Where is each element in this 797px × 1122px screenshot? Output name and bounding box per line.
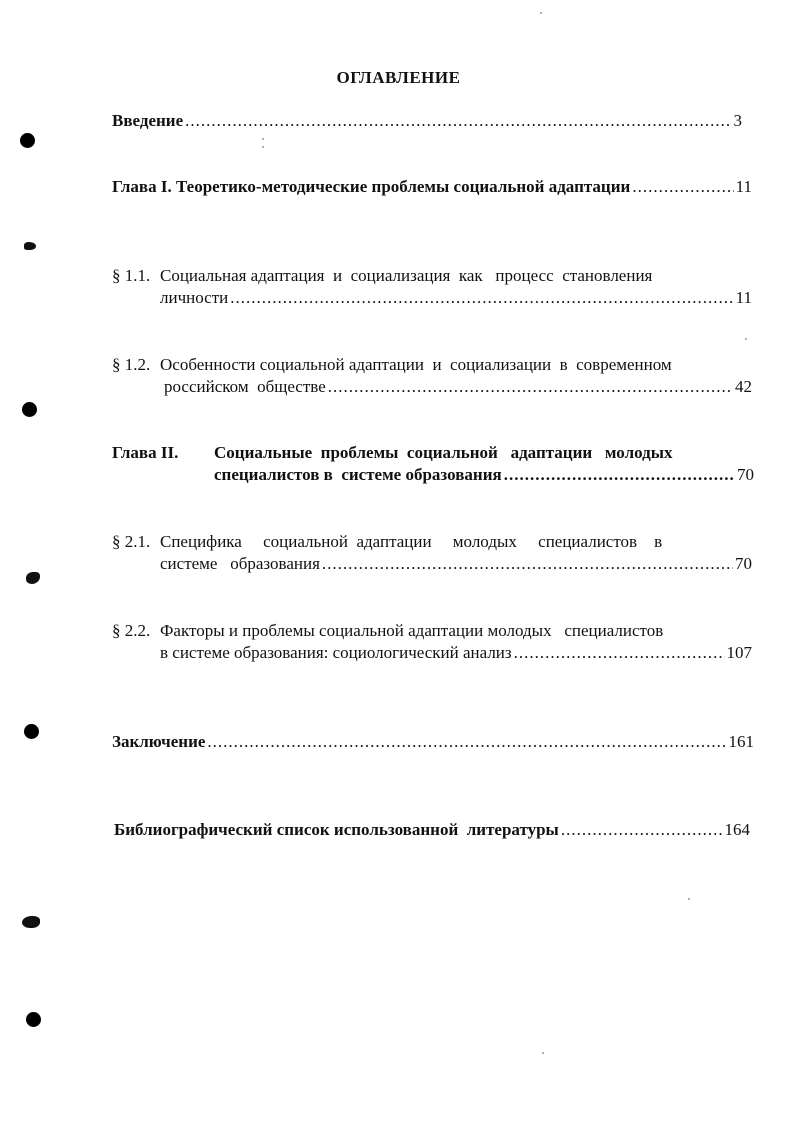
scan-speck [540, 12, 542, 14]
section-title-line: Факторы и проблемы социальной адаптации молодых специалистов [160, 621, 664, 640]
section-number: § 2.1. [112, 532, 151, 551]
toc-entry-chapter-2 [214, 464, 754, 486]
toc-label: личности [160, 288, 229, 307]
chapter-number: Глава II. [112, 443, 179, 462]
scan-speck [745, 338, 747, 340]
toc-entry-bibliography [114, 819, 750, 841]
section-title-line: Социальная адаптация и социализация как процесс становления [160, 266, 653, 285]
scan-speck [262, 138, 264, 140]
dot-leader [207, 731, 726, 753]
toc-label: специалистов в системе образования [214, 465, 502, 484]
toc-page-number: 164 [724, 820, 750, 839]
toc-entry-section-1-1 [160, 287, 752, 309]
toc-label: в системе образования: социологический анализ [160, 643, 512, 662]
toc-page-number: 107 [726, 643, 752, 662]
page-title: ОГЛАВЛЕНИЕ [336, 68, 461, 87]
section-title-line: Специфика социальной адаптации молодых специалистов в [160, 532, 663, 551]
scan-speck [262, 146, 264, 148]
toc-entry-intro [112, 110, 742, 132]
dot-leader [185, 110, 731, 132]
binder-hole [24, 724, 39, 739]
toc-entry-conclusion [112, 731, 754, 753]
dot-leader [632, 176, 733, 198]
dot-leader [514, 642, 725, 664]
binder-hole [20, 133, 35, 148]
binder-hole [22, 402, 37, 417]
toc-label: Заключение [112, 732, 206, 751]
dot-leader [504, 464, 735, 486]
toc-page-number: 161 [728, 732, 754, 751]
section-number: § 1.1. [112, 266, 151, 285]
section-number: § 2.2. [112, 621, 151, 640]
scan-speck [688, 898, 690, 900]
section-number: § 1.2. [112, 355, 151, 374]
binder-hole [26, 1012, 41, 1027]
ink-blot [22, 916, 40, 928]
ink-blot [24, 242, 36, 250]
toc-page-number: 70 [735, 554, 752, 573]
dot-leader [322, 553, 733, 575]
toc-label: системе образования [160, 554, 320, 573]
ink-blot [26, 572, 40, 584]
chapter-title-line: Социальные проблемы социальной адаптации молодых [214, 443, 673, 462]
toc-entry-section-2-1 [160, 553, 752, 575]
toc-entry-section-2-2 [160, 642, 752, 664]
dot-leader [230, 287, 733, 309]
scan-speck [542, 1052, 544, 1054]
toc-page-number: 42 [735, 377, 752, 396]
toc-label: Библиографический список использованной литературы [114, 820, 559, 839]
toc-page-number: 11 [735, 288, 752, 307]
toc-page-number: 70 [737, 465, 754, 484]
section-title-line: Особенности социальной адаптации и социализации в современном [160, 355, 672, 374]
dot-leader [561, 819, 723, 841]
toc-label: Глава I. Теоретико-методические проблемы социальной адаптации [112, 177, 631, 196]
toc-page-number: 3 [733, 111, 742, 130]
dot-leader [328, 376, 733, 398]
toc-label: Введение [112, 111, 184, 130]
toc-label: российском обществе [164, 377, 326, 396]
toc-entry-chapter-1 [112, 176, 752, 198]
toc-page-number: 11 [735, 177, 752, 196]
toc-entry-section-1-2 [164, 376, 752, 398]
